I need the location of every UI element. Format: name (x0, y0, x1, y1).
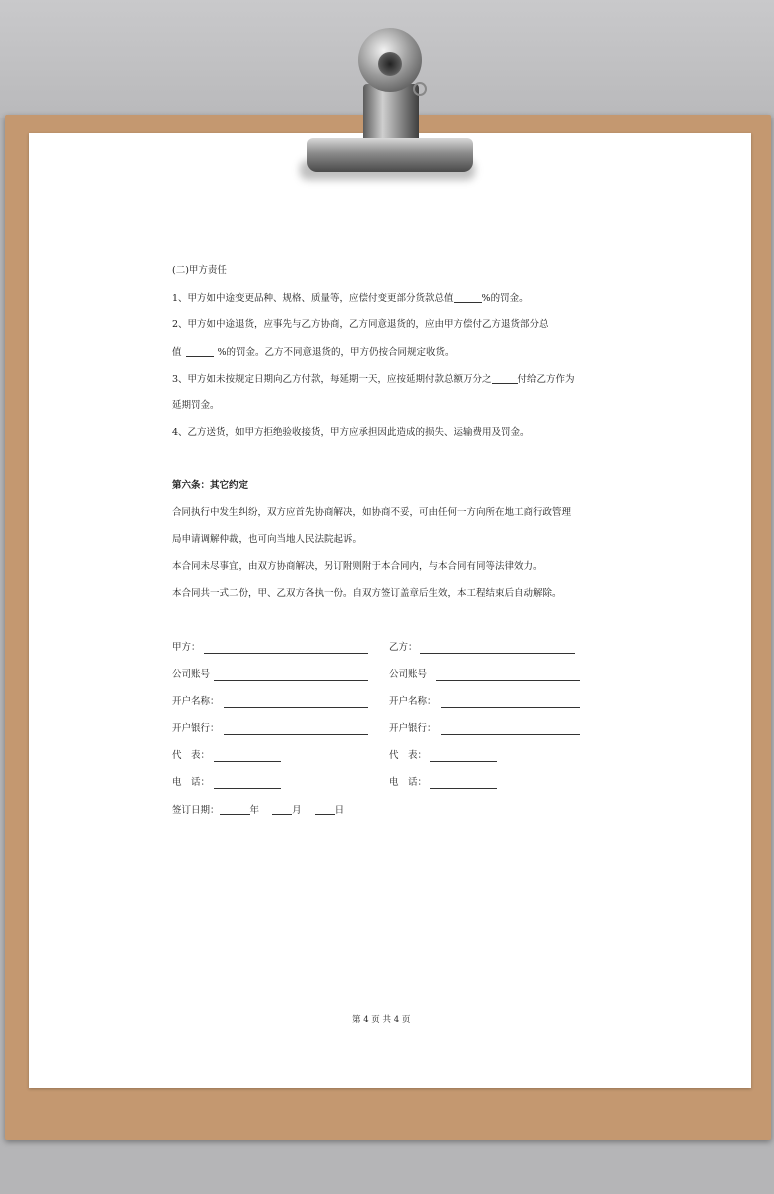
phone-b-label: 电 话： (389, 777, 428, 788)
clause-1-suffix: %的罚金。 (481, 293, 529, 304)
paragraph-2: 本合同未尽事宜，由双方协商解决，另订附则附于本合同内，与本合同有同等法律效力。 (172, 561, 543, 572)
clip-neck (363, 84, 419, 146)
holder-a-field[interactable] (224, 707, 368, 708)
bank-a-label: 开户银行： (172, 723, 220, 734)
article-heading: 第六条：其它约定 (172, 480, 249, 491)
clause-1 (172, 292, 529, 305)
paragraph-3: 本合同共一式二份，甲、乙双方各执一份。自双方签订盖章后生效，本工程结束后自动解除。 (172, 588, 562, 599)
phone-a-field[interactable] (214, 788, 281, 789)
blank-field[interactable] (454, 292, 482, 303)
binder-clip-icon (307, 138, 473, 172)
blank-field[interactable] (186, 346, 214, 357)
rep-a-field[interactable] (214, 761, 281, 762)
phone-a-label: 电 话： (172, 777, 211, 788)
month-field[interactable] (272, 804, 292, 815)
phone-b-field[interactable] (430, 788, 497, 789)
day-label: 日 (334, 805, 345, 816)
account-a-field[interactable] (214, 680, 368, 681)
page-footer: 第 4 页 共 4 页 (352, 1015, 411, 1025)
party-a-label: 甲方： (172, 642, 201, 653)
bank-a-field[interactable] (224, 734, 368, 735)
account-a-label: 公司账号 (172, 669, 211, 680)
holder-b-field[interactable] (441, 707, 580, 708)
clause-4: 4、乙方送货，如甲方拒绝验收接货，甲方应承担因此造成的损失、运输费用及罚金。 (172, 427, 530, 438)
account-b-label: 公司账号 (389, 669, 428, 680)
paragraph-1-line-1: 合同执行中发生纠纷，双方应首先协商解决，如协商不妥，可由任何一方向所在地工商行政管理 (172, 507, 572, 518)
clause-1-text: 1、甲方如中途变更品种、规格、质量等，应偿付变更部分货款总值 (172, 293, 454, 304)
rep-a-label: 代 表： (172, 750, 211, 761)
paragraph-1-line-2: 局申请调解仲裁，也可向当地人民法院起诉。 (172, 534, 363, 545)
day-field[interactable] (315, 804, 335, 815)
clip-hole (378, 52, 402, 76)
clip-pin (413, 82, 427, 96)
clause-2-line-2 (172, 346, 455, 359)
party-a-field[interactable] (204, 653, 368, 654)
clause-3-suffix: 付给乙方作为 (517, 374, 575, 385)
clause-3-text: 3、甲方如未按规定日期向乙方付款，每延期一天，应按延期付款总额万分之 (172, 374, 492, 385)
clause-2-line-1: 2、甲方如中途退货，应事先与乙方协商，乙方同意退货的，应由甲方偿付乙方退货部分总 (172, 319, 549, 330)
sign-date-row (172, 804, 344, 817)
clause-3-line-1 (172, 373, 575, 386)
year-field[interactable] (220, 804, 250, 815)
party-b-label: 乙方： (389, 642, 418, 653)
clause-2-prefix: 值 (172, 347, 182, 358)
clause-3-line-2: 延期罚金。 (172, 400, 220, 411)
clause-2-suffix: %的罚金。乙方不同意退货的，甲方仍按合同规定收货。 (217, 347, 455, 358)
blank-field[interactable] (492, 373, 518, 384)
account-b-field[interactable] (436, 680, 580, 681)
document-page (29, 133, 751, 1088)
year-label: 年 (249, 805, 260, 816)
party-b-field[interactable] (420, 653, 575, 654)
month-label: 月 (292, 805, 302, 816)
bank-b-label: 开户银行： (389, 723, 437, 734)
section-heading: (二)甲方责任 (172, 265, 227, 276)
sign-date-label: 签订日期： (172, 805, 220, 816)
holder-b-label: 开户名称： (389, 696, 437, 707)
rep-b-field[interactable] (430, 761, 497, 762)
rep-b-label: 代 表： (389, 750, 428, 761)
holder-a-label: 开户名称： (172, 696, 220, 707)
bank-b-field[interactable] (441, 734, 580, 735)
